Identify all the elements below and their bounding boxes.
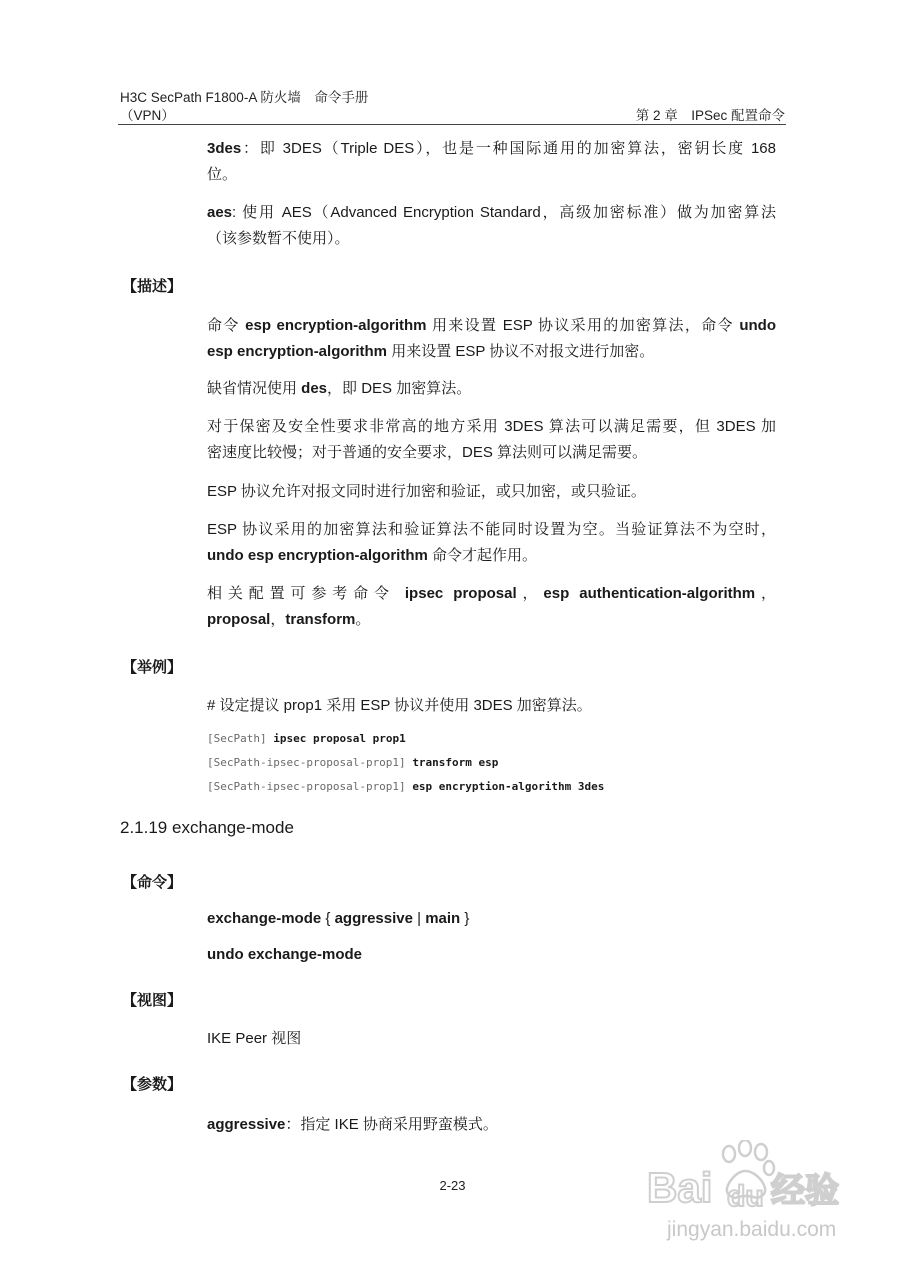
text-line: 对于保密及安全性要求非常高的地方采用 3DES 算法可以满足需要，但 3DES 加 (207, 418, 776, 435)
command-keyword: esp encryption-algorithm (207, 343, 388, 360)
command-keyword: main (425, 910, 461, 927)
watermark-brand: Bai (647, 1164, 713, 1211)
param-text: 即 3DES（Triple DES），也是一种国际通用的加密算法，密钥长度 168 (259, 140, 776, 157)
param-term: aes (207, 204, 233, 221)
syntax-pipe: | (412, 910, 426, 927)
param-3des (207, 136, 776, 188)
section-heading-example: 【举例】 (122, 659, 183, 676)
text-run: ，即 DES 加密算法。 (327, 380, 472, 397)
command-keyword: exchange-mode (207, 910, 322, 927)
param-text-cont: （该参数暂不使用）。 (207, 230, 350, 247)
param-term: aggressive (207, 1116, 286, 1133)
code-command: ipsec proposal prop1 (273, 732, 406, 745)
watermark-url: jingyan.baidu.com (667, 1218, 837, 1241)
section-heading-command: 【命令】 (122, 874, 183, 891)
command-keyword: undo esp encryption-algorithm (207, 547, 428, 564)
param-aggressive (207, 1112, 776, 1138)
text-line: ESP 协议采用的加密算法和验证算法不能同时设置为空。当验证算法不为空时， (207, 521, 776, 538)
text-run: 用来设置 ESP 协议采用的加密算法，命令 (426, 317, 740, 334)
text-run: ， (755, 585, 776, 602)
param-term: 3des (207, 140, 242, 157)
syntax-brace: { (321, 910, 335, 927)
text-run: 缺省情况使用 (207, 380, 302, 397)
section-heading-view: 【视图】 (122, 992, 183, 1009)
text-run: ， (270, 611, 286, 628)
header-subtitle: （VPN） (120, 108, 175, 123)
baidu-jingyan-watermark (645, 1140, 855, 1245)
command-keyword: aggressive (334, 910, 413, 927)
command-keyword: undo (739, 317, 776, 334)
command-keyword: undo exchange-mode (207, 946, 363, 963)
example-intro: # 设定提议 prop1 采用 ESP 协议并使用 3DES 加密算法。 (207, 697, 592, 714)
header-chapter: 第 2 章 IPSec 配置命令 (635, 108, 785, 123)
command-syntax-2 (207, 942, 776, 968)
watermark-brand-du: du (727, 1180, 764, 1213)
command-keyword: proposal (207, 611, 271, 628)
param-sep: ： (241, 140, 260, 157)
baidu-paw-icon (645, 1140, 855, 1245)
param-text: 使用 AES（Advanced Encryption Standard，高级加密标准）做为加密算法 (242, 204, 776, 221)
command-keyword: des (301, 380, 328, 397)
code-command: transform esp (412, 756, 499, 769)
header-title: H3C SecPath F1800-A 防火墙 命令手册 (120, 90, 369, 105)
command-keyword: ipsec proposal (404, 585, 517, 602)
text-run: 相关配置可参考命令 (207, 585, 405, 602)
section-heading-params: 【参数】 (122, 1076, 183, 1093)
description-paragraph-3 (207, 414, 776, 466)
code-prompt: [SecPath] (207, 732, 274, 745)
description-paragraph-1 (207, 313, 776, 365)
param-text: ：指定 IKE 协商采用野蛮模式。 (285, 1116, 498, 1133)
description-paragraph-2 (207, 376, 776, 402)
subsection-title: 2.1.19 exchange-mode (120, 818, 294, 837)
command-syntax-1 (207, 906, 776, 932)
code-prompt: [SecPath-ipsec-proposal-prop1] (207, 780, 413, 793)
command-keyword: esp authentication-algorithm (543, 585, 756, 602)
description-paragraph-5 (207, 517, 776, 569)
view-text: IKE Peer 视图 (207, 1030, 302, 1047)
code-command: esp encryption-algorithm 3des (412, 780, 605, 793)
param-aes (207, 200, 776, 252)
description-paragraph-6 (207, 581, 776, 633)
description-paragraph-4: ESP 协议允许对报文同时进行加密和验证，或只加密，或只验证。 (207, 483, 646, 500)
header-divider (118, 124, 786, 125)
command-keyword: transform (285, 611, 356, 628)
param-text-cont: 位。 (207, 166, 238, 183)
param-sep: : (232, 204, 243, 221)
text-line: 密速度比较慢；对于普通的安全要求，DES 算法则可以满足需要。 (207, 444, 648, 461)
text-run: 用来设置 ESP 协议不对报文进行加密。 (387, 343, 655, 360)
code-prompt: [SecPath-ipsec-proposal-prop1] (207, 756, 413, 769)
text-run: 。 (355, 611, 371, 628)
command-keyword: esp encryption-algorithm (245, 317, 427, 334)
section-heading-description: 【描述】 (122, 278, 183, 295)
syntax-brace: } (460, 910, 470, 927)
text-run: ， (516, 585, 544, 602)
watermark-cn: 经验 (771, 1171, 839, 1211)
text-run: 命令 (207, 317, 246, 334)
page-number: 2-23 (439, 1178, 466, 1193)
text-run: 命令才起作用。 (427, 547, 538, 564)
code-line (207, 756, 498, 769)
code-line (207, 732, 406, 745)
code-line (207, 780, 604, 793)
